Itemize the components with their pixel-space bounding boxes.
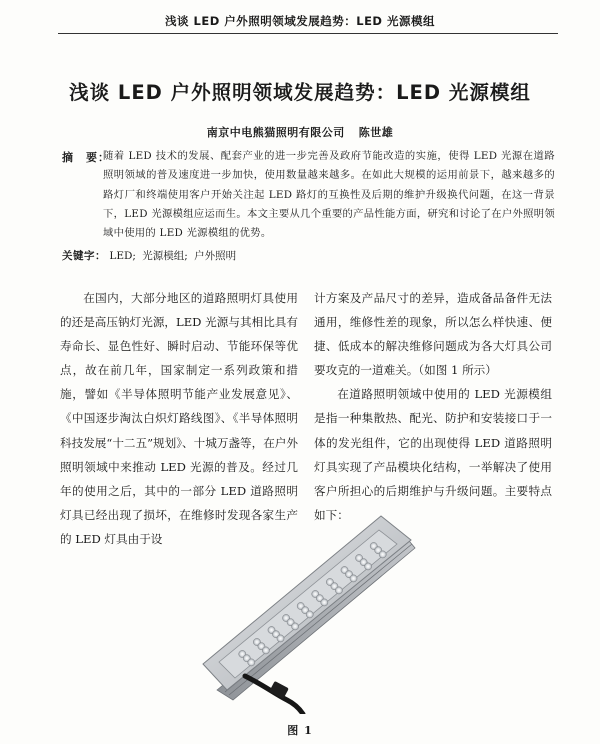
abstract-text: 随着 LED 技术的发展、配套产业的进一步完善及政府节能改造的实施，使得 LED 光源在道路照明领域的普及速度进一步加快，使用数量越来越多。在如此大规模的运用前景下，越来越多的路灯厂和终端使用客户开始关注起 LED 路灯的互换性及后期的维护升级换代问题，在这一背景下，LED 光源模组应运而生。本文主要从几个重要的产品性能方面，研究和讨论了在户外照明领域中使用的 LED 光源模组的优势。	[103, 150, 555, 240]
body-paragraph: 在道路照明领域中使用的 LED 光源模组是指一种集散热、配光、防护和安装接口于一体的发光组件，它的出现使得 LED 道路照明灯具实现了产品模块化结构，一举解决了使用客户所担心的后期维护与升级问题。主要特点如下：	[314, 387, 552, 522]
keywords-label: 关键字：	[62, 250, 106, 262]
keyword-item: 光源模组;	[142, 250, 188, 262]
led-lens	[379, 551, 386, 558]
body-column-right	[314, 286, 552, 527]
led-lens	[292, 623, 299, 630]
body-paragraph: 计方案及产品尺寸的差异，造成备品备件无法通用，维修性差的现象，所以怎么样快速、便捷、低成本的解决维修问题成为各大灯具公司要攻克的一道难关。（如图 1 所示）	[314, 291, 552, 378]
led-lens	[277, 635, 284, 642]
power-cable	[245, 676, 303, 714]
led-lens	[248, 659, 255, 666]
figure-caption: 图 1	[287, 724, 313, 737]
led-lens	[306, 611, 313, 618]
body-paragraph: 在国内，大部分地区的道路照明灯具使用的还是高压钠灯光源，LED 光源与其相比具有寿命长、显色性好、瞬时启动、节能环保等优点，故在前几年，国家制定一系列政策和措施，譬如《半导体照明节能产业发展意见》、《中国逐步淘汰白炽灯路线图》、《半导体照明科技发展“十二五”规划》、十城万盏等，在户外照明领域中来推动 LED 光源的普及。经过几年的使用之后，其中的一部分 LED 道路照明灯具已经出现了损坏，在维修时发现各家生产的 LED 灯具由于设	[60, 291, 298, 546]
led-lens	[350, 575, 357, 582]
led-lens	[365, 563, 372, 570]
author-line	[0, 124, 600, 140]
led-lens	[321, 599, 328, 606]
keywords-line	[62, 248, 239, 263]
led-lens	[335, 587, 342, 594]
article-title: 浅谈 LED 户外照明领域发展趋势：LED 光源模组	[69, 81, 531, 104]
author-organization: 南京中电熊猫照明有限公司	[206, 126, 345, 139]
keyword-item: 户外照明	[194, 250, 237, 262]
abstract-label: 摘 要：	[62, 151, 110, 164]
header-rule	[58, 33, 558, 34]
keyword-item: LED;	[109, 250, 136, 262]
running-header: 浅谈 LED 户外照明领域发展趋势：LED 光源模组	[165, 14, 435, 28]
led-module-figure	[175, 494, 445, 714]
led-lens	[262, 647, 269, 654]
author-name: 陈世雄	[358, 126, 394, 139]
